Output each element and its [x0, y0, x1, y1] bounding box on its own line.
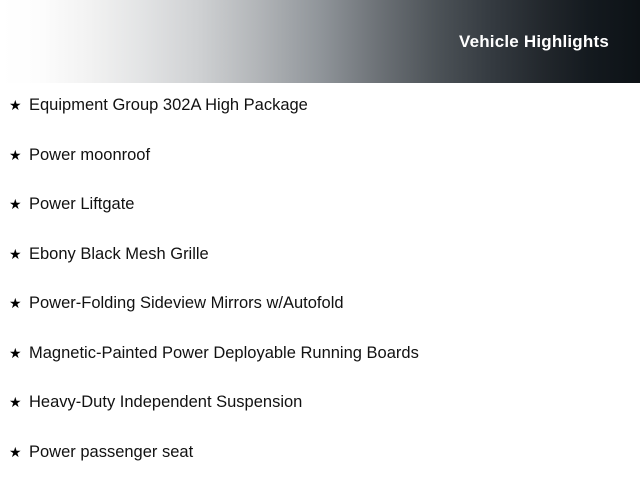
highlights-content	[0, 83, 640, 493]
star-icon: ★	[9, 395, 29, 409]
star-icon: ★	[9, 445, 29, 459]
list-item-label: Heavy-Duty Independent Suspension	[29, 394, 302, 411]
list-item	[0, 196, 640, 246]
star-icon: ★	[9, 98, 29, 112]
list-item-label: Power-Folding Sideview Mirrors w/Autofold	[29, 295, 344, 312]
star-icon: ★	[9, 296, 29, 310]
list-item	[0, 97, 640, 147]
list-item-label: Power Liftgate	[29, 196, 134, 213]
header-banner	[0, 0, 640, 83]
list-item-label: Equipment Group 302A High Package	[29, 97, 308, 114]
star-icon: ★	[9, 346, 29, 360]
list-item	[0, 444, 640, 493]
list-item-label: Power moonroof	[29, 147, 150, 164]
list-item	[0, 295, 640, 345]
list-item	[0, 147, 640, 197]
list-item-label: Ebony Black Mesh Grille	[29, 246, 209, 263]
highlights-list	[0, 97, 640, 493]
list-item	[0, 394, 640, 444]
list-item-label: Power passenger seat	[29, 444, 193, 461]
star-icon: ★	[9, 148, 29, 162]
star-icon: ★	[9, 247, 29, 261]
page-title: Vehicle Highlights	[459, 32, 640, 52]
list-item	[0, 246, 640, 296]
list-item-label: Magnetic-Painted Power Deployable Running Boards	[29, 345, 419, 362]
star-icon: ★	[9, 197, 29, 211]
list-item	[0, 345, 640, 395]
